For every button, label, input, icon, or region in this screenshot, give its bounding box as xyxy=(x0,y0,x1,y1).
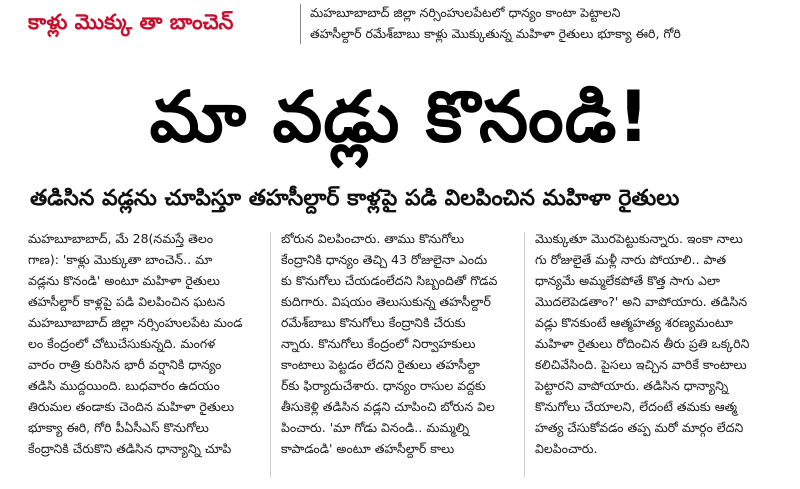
article-column-3 xyxy=(535,228,770,480)
article-line: కేంద్రానికి ధాన్యం తెచ్చి 43 రోజులైనా ఎందు xyxy=(281,252,488,267)
article-line: కుదిగారు. విషయం తెలుసుకున్న తహసీల్దార్ xyxy=(281,294,491,309)
kicker-divider xyxy=(300,4,301,44)
column-divider xyxy=(270,232,271,477)
article-line: గు రోజులైతే మళ్లీ నారు పోయాలి.. పాత xyxy=(535,252,727,267)
photo-caption xyxy=(310,2,790,46)
article-line: వడ్లు కొనకుంటే ఆత్మహత్య శరణ్యమంటూ xyxy=(535,315,733,330)
article-line: తహసీల్దార్ కాళ్లపై పడి విలపించిన ఘటన xyxy=(28,294,226,309)
article-line: మహిళా రైతులు రోదించిన తీరు ప్రతి ఒక్కరిని xyxy=(535,336,750,351)
article-line: భూక్యా ఈరి, గోరి పీఏసీఎస్ కొనుగోలు xyxy=(28,420,209,435)
article-line: హత్య చేసుకోవడం తప్ప మరో మార్గం లేదని xyxy=(535,420,744,435)
article-line: కొనుగోలు చేయాలని, లేదంటే తమకు ఆత్మ xyxy=(535,399,738,414)
article-column-2 xyxy=(281,228,516,480)
article-line: మొదలెపెడతాం?' అని వాపోయారు. తడిసిన xyxy=(535,294,748,309)
article-line: పెట్టారని వాపోయారు. తడిసిన ధాన్యాన్ని xyxy=(535,378,729,393)
article-line: తడిసి ముద్దయింది. బుధవారం ఉదయం xyxy=(28,378,220,393)
article-line: తీసుకెళ్లి తడిసిన వడ్లని చూపించి బోరున విల xyxy=(281,399,495,414)
kicker-label: కాళ్లు మొక్కు తా బాంచెన్ xyxy=(28,10,234,34)
article-line: కాంటాలు పెట్టడం లేదని రైతులు తహసీల్దా xyxy=(281,357,480,372)
article-line: కేంద్రానికి చేరుకొని తడిసిన ధాన్యాన్ని చూపి xyxy=(28,441,232,456)
article-line: తిరుమల తండాకు చెందిన మహిళా రైతులు xyxy=(28,399,235,414)
article-line: గాణ): 'కాళ్లు మొక్కుతా బాంచెన్.. మా xyxy=(28,252,213,267)
article-line: న్నారు. కొనుగోలు కేంద్రంలో నిర్వాహకులు xyxy=(281,336,476,351)
article-line: కలిచివేసింది. పైసలు ఇచ్చిన వారికే కాంటాలు xyxy=(535,357,747,372)
article-line: వారం రాత్రి కురిసిన భారీ వర్షానికి ధాన్యం xyxy=(28,357,222,372)
article-line: బోరున విలపించారు. తాము కొనుగోలు xyxy=(281,231,465,246)
column-divider xyxy=(524,232,525,477)
article-line: రమేశ్‌బాబు కొనుగోలు కేంద్రానికి చేరుకు xyxy=(281,315,466,330)
article-line: మహబూబాబాద్ జిల్లా నర్సింహులపేట మండ xyxy=(28,315,243,330)
article-column-1 xyxy=(28,228,263,480)
article-line: కాపాడండి' అంటూ తహసీల్దార్ కాలు xyxy=(281,441,455,456)
caption-line: తహసీల్దార్ రమేశ్‌బాబు కాళ్లు మొక్కుతున్న మహిళా రైతులు భూక్యా ఈరి, గోరి xyxy=(310,26,681,41)
article-line: వడ్లను కొనండి' అంటూ మహిళా రైతులు xyxy=(28,273,221,288)
article-line: విలపించారు. xyxy=(535,441,598,456)
headline: మా వడ్లు కొనండి! xyxy=(149,76,651,158)
article-line: మొక్కుతూ మొరపెట్టుకున్నారు. ఇంకా నాలు xyxy=(535,231,743,246)
caption-line: మహబూబాబాద్ జిల్లా నర్సింహులపేటలో ధాన్యం కాంటా పెట్టాలని xyxy=(310,5,621,20)
article-line: లం కేంద్రంలో చోటుచేసుకున్నది. మంగళ xyxy=(28,336,216,351)
article-line: మహబూబాబాద్, మే 28(నమస్తే తెలం xyxy=(28,231,214,246)
article-line: ర్‌కు ఫిర్యాదుచేశారు. ధాన్యం రాసుల వద్దకు xyxy=(281,378,486,393)
article-line: ధాన్యమే అమ్మలేకపోతే కొత్త సాగు ఎలా xyxy=(535,273,720,288)
article-line: కు కొనుగోలు చేయడంలేదని సిబ్బందితో గొడవ xyxy=(281,273,498,288)
subheadline: తడిసిన వడ్లను చూపిస్తూ తహసీల్దార్ కాళ్లపై పడి విలపించిన మహిళా రైతులు xyxy=(30,186,680,211)
top-strip xyxy=(0,0,800,48)
article-line: పించారు. 'మా గోడు వినండి.. మమ్మల్ని xyxy=(281,420,470,435)
